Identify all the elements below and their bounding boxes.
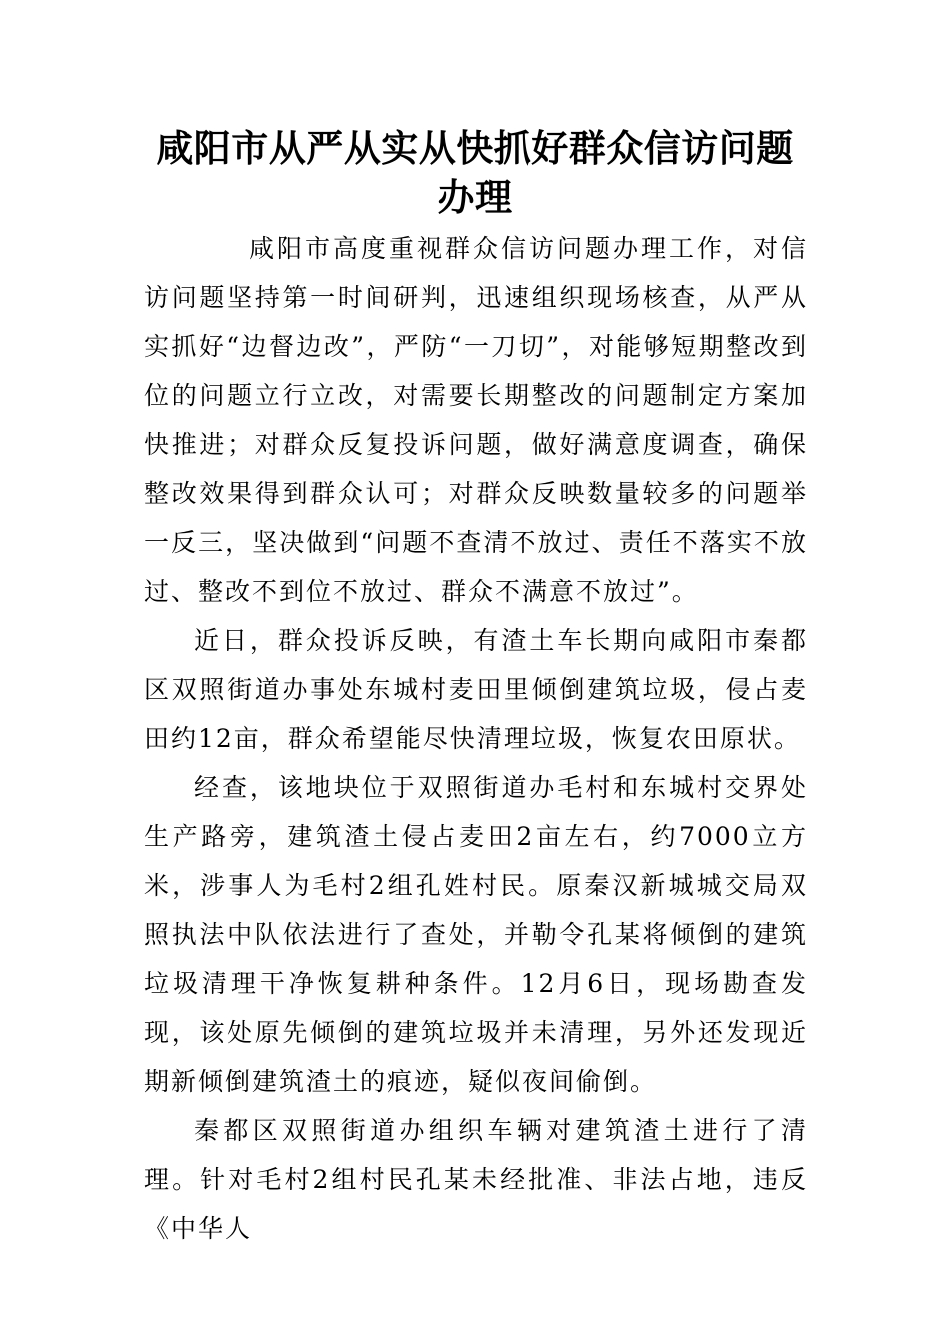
paragraph-3: 经查，该地块位于双照街道办毛村和东城村交界处生产路旁，建筑渣土侵占麦田2亩左右，约7000立方米，涉事人为毛村2组孔姓村民。原秦汉新城城交局双照执法中队依法进行了查处，并勒令孔某将倾倒的建筑垃圾清理干净恢复耕种条件。12月6日，现场勘查发现，该处原先倾倒的建筑垃圾并未清理，另外还发现近期新倾倒建筑渣土的痕迹，疑似夜间偷倒。 [144, 773, 808, 1096]
paragraph-2: 近日，群众投诉反映，有渣土车长期向咸阳市秦都区双照街道办事处东城村麦田里倾倒建筑垃圾，侵占麦田约12亩，群众希望能尽快清理垃圾，恢复农田原状。 [144, 626, 808, 753]
document-title: 咸阳市从严从实从快抓好群众信访问题办理 [156, 126, 794, 219]
paragraph-4: 秦都区双照街道办组织车辆对建筑渣土进行了清理。针对毛村2组村民孔某未经批准、非法占地，违反《中华人 [144, 1116, 808, 1243]
document-body [144, 224, 808, 1253]
paragraph-1: 咸阳市高度重视群众信访问题办理工作，对信访问题坚持第一时间研判，迅速组织现场核查，从严从实抓好“边督边改”，严防“一刀切”，对能够短期整改到位的问题立行立改，对需要长期整改的问题制定方案加快推进；对群众反复投诉问题，做好满意度调查，确保整改效果得到群众认可；对群众反映数量较多的问题举一反三，坚决做到“问题不查清不放过、责任不落实不放过、整改不到位不放过、群众不满意不放过”。 [144, 234, 808, 606]
